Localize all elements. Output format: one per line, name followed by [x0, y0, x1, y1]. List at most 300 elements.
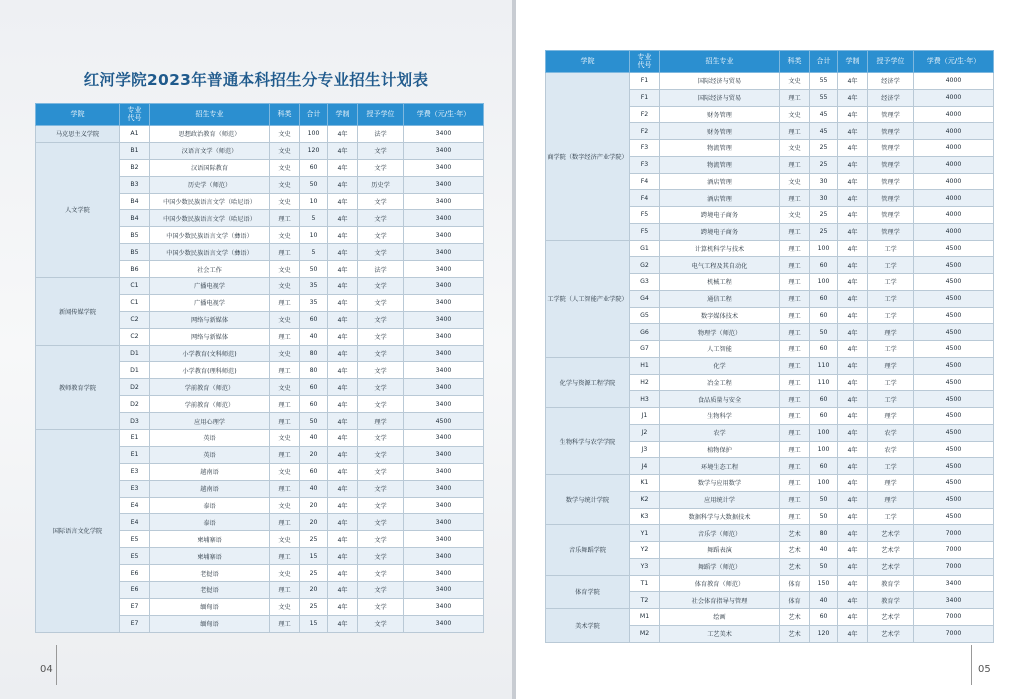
- table-cell: 文史: [270, 463, 300, 480]
- table-cell: 4年: [838, 525, 868, 542]
- table-cell: 5: [300, 244, 328, 261]
- table-cell: 50: [810, 491, 838, 508]
- table-cell: 理工: [270, 582, 300, 599]
- table-cell: 40: [300, 480, 328, 497]
- table-cell: 60: [810, 391, 838, 408]
- table-cell: 4500: [914, 274, 994, 291]
- college-cell: 教师教育学院: [36, 345, 120, 429]
- table-cell: 4年: [328, 615, 358, 632]
- table-cell: 中国少数民族语言文学（哈尼语）: [150, 193, 270, 210]
- table-row: [546, 575, 994, 592]
- table-cell: 文史: [270, 126, 300, 143]
- table-cell: 4500: [914, 475, 994, 492]
- table-cell: 体育: [780, 592, 810, 609]
- table-cell: K2: [630, 491, 660, 508]
- table-cell: 文史: [270, 176, 300, 193]
- table-cell: 4年: [328, 311, 358, 328]
- table-cell: 电气工程及其自动化: [660, 257, 780, 274]
- table-cell: 理工: [780, 491, 810, 508]
- table-cell: 文史: [270, 345, 300, 362]
- table-cell: 4年: [328, 463, 358, 480]
- table-cell: 管理学: [868, 123, 914, 140]
- table-cell: 20: [300, 582, 328, 599]
- table-cell: 4年: [838, 106, 868, 123]
- table-cell: T2: [630, 592, 660, 609]
- table-cell: 4500: [914, 341, 994, 358]
- table-cell: 50: [810, 558, 838, 575]
- table-cell: 应用心理学: [150, 413, 270, 430]
- table-cell: 4000: [914, 106, 994, 123]
- table-cell: 4年: [838, 508, 868, 525]
- table-cell: 3400: [914, 575, 994, 592]
- table-cell: 管理学: [868, 207, 914, 224]
- table-cell: 4年: [328, 413, 358, 430]
- table-cell: 4年: [838, 408, 868, 425]
- table-cell: 管理学: [868, 173, 914, 190]
- table-cell: 4年: [328, 261, 358, 278]
- table-cell: 4500: [914, 240, 994, 257]
- table-cell: 4年: [838, 190, 868, 207]
- table-cell: 历史学（师范）: [150, 176, 270, 193]
- table-cell: 文学: [358, 615, 404, 632]
- table-cell: 60: [810, 341, 838, 358]
- table-cell: 25: [810, 223, 838, 240]
- table-cell: 3400: [404, 480, 484, 497]
- table-cell: 柬埔寨语: [150, 548, 270, 565]
- table-cell: C1: [120, 294, 150, 311]
- table-cell: 工学: [868, 374, 914, 391]
- table-cell: 3400: [404, 362, 484, 379]
- table-row: [546, 609, 994, 626]
- table-cell: J1: [630, 408, 660, 425]
- table-cell: 文学: [358, 362, 404, 379]
- table-row: [36, 142, 484, 159]
- table-cell: 理工: [270, 446, 300, 463]
- table-cell: 100: [810, 424, 838, 441]
- table-cell: F3: [630, 156, 660, 173]
- table-cell: 4年: [328, 514, 358, 531]
- college-cell: 人文学院: [36, 142, 120, 277]
- table-cell: 计算机科学与技术: [660, 240, 780, 257]
- table-cell: 小学教育(理科师范): [150, 362, 270, 379]
- column-header: 科类: [270, 104, 300, 126]
- column-header: 学费（元/生·年）: [404, 104, 484, 126]
- table-cell: Y3: [630, 558, 660, 575]
- table-cell: F1: [630, 73, 660, 90]
- table-cell: 理工: [780, 341, 810, 358]
- table-cell: 3400: [404, 598, 484, 615]
- table-cell: 机械工程: [660, 274, 780, 291]
- table-cell: 3400: [404, 294, 484, 311]
- table-cell: B5: [120, 227, 150, 244]
- table-cell: 4年: [328, 328, 358, 345]
- table-cell: B1: [120, 142, 150, 159]
- table-cell: 文学: [358, 463, 404, 480]
- column-header: 合计: [810, 51, 838, 73]
- table-cell: Y2: [630, 542, 660, 559]
- table-cell: 3400: [404, 278, 484, 295]
- college-cell: 音乐舞蹈学院: [546, 525, 630, 575]
- table-cell: 60: [300, 379, 328, 396]
- table-cell: 3400: [404, 244, 484, 261]
- table-cell: 理工: [270, 413, 300, 430]
- table-cell: 文史: [270, 278, 300, 295]
- table-cell: 理工: [270, 615, 300, 632]
- college-cell: 数学与统计学院: [546, 475, 630, 525]
- table-cell: 文学: [358, 565, 404, 582]
- table-cell: 50: [300, 176, 328, 193]
- college-cell: 化学与资源工程学院: [546, 357, 630, 407]
- table-cell: 理学: [868, 324, 914, 341]
- table-cell: D2: [120, 379, 150, 396]
- table-cell: 4年: [838, 73, 868, 90]
- table-cell: 55: [810, 89, 838, 106]
- table-cell: 4年: [838, 558, 868, 575]
- table-cell: 艺术学: [868, 609, 914, 626]
- table-cell: G7: [630, 341, 660, 358]
- table-cell: 小学教育(文科师范): [150, 345, 270, 362]
- table-cell: 法学: [358, 126, 404, 143]
- table-cell: 艺术: [780, 558, 810, 575]
- table-cell: 4000: [914, 73, 994, 90]
- table-cell: 教育学: [868, 592, 914, 609]
- table-cell: 理学: [358, 413, 404, 430]
- table-cell: E1: [120, 446, 150, 463]
- table-cell: F3: [630, 140, 660, 157]
- table-cell: 10: [300, 227, 328, 244]
- table-cell: 文学: [358, 328, 404, 345]
- table-cell: E6: [120, 565, 150, 582]
- table-cell: 理工: [780, 357, 810, 374]
- table-cell: 3400: [404, 126, 484, 143]
- page-number: 04: [40, 664, 53, 675]
- column-header: 学制: [838, 51, 868, 73]
- table-cell: 中国少数民族语言文学（彝语）: [150, 227, 270, 244]
- table-cell: 文学: [358, 497, 404, 514]
- table-cell: 4年: [838, 374, 868, 391]
- table-cell: M1: [630, 609, 660, 626]
- table-cell: 文学: [358, 514, 404, 531]
- college-cell: 国际语言文化学院: [36, 430, 120, 633]
- table-cell: D1: [120, 362, 150, 379]
- table-cell: T1: [630, 575, 660, 592]
- table-cell: 4000: [914, 223, 994, 240]
- table-cell: 艺术: [780, 525, 810, 542]
- table-cell: 4500: [914, 307, 994, 324]
- table-cell: 110: [810, 357, 838, 374]
- table-row: [546, 475, 994, 492]
- table-cell: 跨境电子商务: [660, 223, 780, 240]
- table-cell: 越南语: [150, 463, 270, 480]
- table-cell: 理工: [780, 290, 810, 307]
- table-cell: 25: [810, 207, 838, 224]
- table-cell: 4年: [328, 379, 358, 396]
- table-cell: 文史: [270, 311, 300, 328]
- column-header: 学院: [36, 104, 120, 126]
- table-cell: 4年: [838, 173, 868, 190]
- table-cell: 4500: [914, 257, 994, 274]
- table-cell: 60: [810, 458, 838, 475]
- table-cell: 15: [300, 615, 328, 632]
- table-cell: J2: [630, 424, 660, 441]
- college-cell: 商学院（数字经济产业学院）: [546, 73, 630, 241]
- table-cell: 40: [300, 430, 328, 447]
- table-cell: 理工: [780, 307, 810, 324]
- table-cell: 艺术学: [868, 558, 914, 575]
- table-cell: F2: [630, 106, 660, 123]
- table-header-row: [546, 51, 994, 73]
- table-cell: 4年: [838, 307, 868, 324]
- table-cell: 4000: [914, 89, 994, 106]
- column-header: 学院: [546, 51, 630, 73]
- table-cell: 150: [810, 575, 838, 592]
- table-row: [546, 408, 994, 425]
- table-cell: 4年: [328, 227, 358, 244]
- table-cell: 理工: [780, 458, 810, 475]
- table-cell: 4000: [914, 190, 994, 207]
- table-cell: 文史: [780, 173, 810, 190]
- table-cell: 跨境电子商务: [660, 207, 780, 224]
- table-cell: 物流管理: [660, 140, 780, 157]
- table-cell: 4000: [914, 123, 994, 140]
- table-cell: 4年: [328, 126, 358, 143]
- table-cell: 4年: [328, 497, 358, 514]
- table-cell: 文史: [780, 106, 810, 123]
- table-cell: 理工: [780, 424, 810, 441]
- table-cell: 英语: [150, 430, 270, 447]
- table-cell: 文学: [358, 480, 404, 497]
- table-cell: 4年: [838, 441, 868, 458]
- college-cell: 体育学院: [546, 575, 630, 609]
- table-cell: G6: [630, 324, 660, 341]
- table-cell: 体育: [780, 575, 810, 592]
- table-cell: G3: [630, 274, 660, 291]
- table-cell: 管理学: [868, 106, 914, 123]
- table-cell: 文学: [358, 193, 404, 210]
- table-cell: 文史: [270, 430, 300, 447]
- table-cell: 理工: [270, 480, 300, 497]
- table-cell: 3400: [404, 531, 484, 548]
- table-cell: 财务管理: [660, 123, 780, 140]
- table-cell: 80: [300, 345, 328, 362]
- table-row: [36, 430, 484, 447]
- table-cell: 文学: [358, 430, 404, 447]
- table-row: [546, 357, 994, 374]
- table-row: [546, 525, 994, 542]
- table-cell: 4年: [838, 625, 868, 642]
- column-header: 科类: [780, 51, 810, 73]
- table-cell: 理工: [780, 475, 810, 492]
- page-number: 05: [978, 664, 991, 675]
- table-cell: 4年: [838, 542, 868, 559]
- column-header: 学制: [328, 104, 358, 126]
- table-cell: G4: [630, 290, 660, 307]
- table-cell: 老挝语: [150, 565, 270, 582]
- column-header: 授予学位: [868, 51, 914, 73]
- table-cell: 理工: [780, 190, 810, 207]
- table-cell: 4年: [838, 475, 868, 492]
- table-cell: 100: [810, 475, 838, 492]
- table-cell: 35: [300, 294, 328, 311]
- table-cell: 文史: [270, 193, 300, 210]
- table-cell: 4年: [328, 294, 358, 311]
- table-cell: 4年: [328, 193, 358, 210]
- table-cell: 理工: [780, 240, 810, 257]
- table-cell: C2: [120, 328, 150, 345]
- table-row: [36, 278, 484, 295]
- table-cell: 文学: [358, 159, 404, 176]
- table-cell: 理工: [270, 548, 300, 565]
- table-cell: H3: [630, 391, 660, 408]
- table-cell: 4年: [328, 548, 358, 565]
- college-cell: 马克思主义学院: [36, 126, 120, 143]
- table-cell: B6: [120, 261, 150, 278]
- table-cell: 4500: [914, 408, 994, 425]
- table-cell: 应用统计学: [660, 491, 780, 508]
- table-cell: 7000: [914, 558, 994, 575]
- table-cell: 4500: [914, 441, 994, 458]
- table-cell: 理工: [270, 294, 300, 311]
- column-header: 合计: [300, 104, 328, 126]
- table-cell: 工学: [868, 341, 914, 358]
- table-cell: 理工: [780, 374, 810, 391]
- table-cell: 管理学: [868, 223, 914, 240]
- table-cell: 60: [300, 463, 328, 480]
- table-cell: F5: [630, 207, 660, 224]
- table-cell: 工学: [868, 257, 914, 274]
- table-cell: 4年: [328, 210, 358, 227]
- table-cell: 社会工作: [150, 261, 270, 278]
- table-cell: 4年: [328, 362, 358, 379]
- table-cell: 教育学: [868, 575, 914, 592]
- table-cell: 艺术: [780, 542, 810, 559]
- table-cell: 缅甸语: [150, 615, 270, 632]
- page-title: 红河学院2023年普通本科招生分专业招生计划表: [83, 71, 429, 89]
- table-cell: 理工: [780, 156, 810, 173]
- table-cell: 3400: [404, 463, 484, 480]
- table-cell: F4: [630, 173, 660, 190]
- table-cell: 文学: [358, 210, 404, 227]
- table-cell: 3400: [404, 379, 484, 396]
- table-cell: D3: [120, 413, 150, 430]
- table-cell: 3400: [404, 396, 484, 413]
- table-cell: 经济学: [868, 89, 914, 106]
- table-cell: 60: [300, 396, 328, 413]
- table-cell: 3400: [404, 159, 484, 176]
- table-cell: 4年: [838, 592, 868, 609]
- table-cell: 4年: [838, 207, 868, 224]
- table-cell: 文学: [358, 311, 404, 328]
- table-row: [546, 73, 994, 90]
- table-cell: 舞蹈表演: [660, 542, 780, 559]
- table-cell: 国际经济与贸易: [660, 89, 780, 106]
- table-cell: 60: [810, 290, 838, 307]
- table-cell: 学前教育（师范）: [150, 379, 270, 396]
- table-cell: 3400: [404, 176, 484, 193]
- table-cell: 理工: [780, 89, 810, 106]
- table-cell: 理学: [868, 357, 914, 374]
- table-cell: H1: [630, 357, 660, 374]
- table-cell: 5: [300, 210, 328, 227]
- table-cell: E4: [120, 514, 150, 531]
- table-cell: 4000: [914, 156, 994, 173]
- table-cell: 3400: [914, 592, 994, 609]
- divider: [56, 645, 57, 685]
- table-cell: G1: [630, 240, 660, 257]
- table-cell: 理工: [780, 408, 810, 425]
- table-cell: 4年: [838, 575, 868, 592]
- table-cell: 25: [300, 598, 328, 615]
- table-cell: 缅甸语: [150, 598, 270, 615]
- table-cell: 文史: [270, 565, 300, 582]
- table-cell: 艺术学: [868, 625, 914, 642]
- table-cell: 25: [300, 565, 328, 582]
- table-cell: 理工: [270, 244, 300, 261]
- table-cell: 4年: [328, 345, 358, 362]
- table-cell: E5: [120, 548, 150, 565]
- table-cell: 110: [810, 374, 838, 391]
- table-row: [36, 345, 484, 362]
- table-cell: B4: [120, 210, 150, 227]
- table-cell: 3400: [404, 142, 484, 159]
- table-cell: 40: [300, 328, 328, 345]
- table-cell: 文史: [270, 142, 300, 159]
- table-cell: 理学: [868, 491, 914, 508]
- table-cell: 广播电视学: [150, 294, 270, 311]
- table-cell: 15: [300, 548, 328, 565]
- table-cell: 化学: [660, 357, 780, 374]
- table-cell: 20: [300, 514, 328, 531]
- table-cell: 100: [810, 240, 838, 257]
- table-cell: 音乐学（师范）: [660, 525, 780, 542]
- table-cell: 4500: [914, 391, 994, 408]
- table-cell: 理工: [780, 274, 810, 291]
- table-cell: 管理学: [868, 140, 914, 157]
- table-cell: 工学: [868, 290, 914, 307]
- table-cell: 60: [810, 307, 838, 324]
- table-cell: 4年: [328, 176, 358, 193]
- table-cell: 4年: [838, 156, 868, 173]
- table-cell: 工学: [868, 240, 914, 257]
- table-cell: Y1: [630, 525, 660, 542]
- table-cell: 120: [300, 142, 328, 159]
- table-cell: 泰语: [150, 514, 270, 531]
- table-cell: 通信工程: [660, 290, 780, 307]
- table-cell: 4年: [328, 396, 358, 413]
- table-cell: 文史: [270, 379, 300, 396]
- table-cell: 4年: [838, 341, 868, 358]
- table-cell: 4年: [838, 257, 868, 274]
- table-cell: 绘画: [660, 609, 780, 626]
- table-cell: 60: [300, 311, 328, 328]
- table-cell: E1: [120, 430, 150, 447]
- table-cell: 4年: [838, 223, 868, 240]
- table-cell: 工学: [868, 508, 914, 525]
- table-cell: 文学: [358, 396, 404, 413]
- table-cell: 10: [300, 193, 328, 210]
- table-cell: 4年: [838, 274, 868, 291]
- table-cell: 3400: [404, 193, 484, 210]
- table-cell: 40: [810, 592, 838, 609]
- table-cell: 酒店管理: [660, 190, 780, 207]
- table-cell: 3400: [404, 261, 484, 278]
- table-cell: 4年: [838, 324, 868, 341]
- table-cell: 文学: [358, 598, 404, 615]
- table-cell: 中国少数民族语言文学（哈尼语）: [150, 210, 270, 227]
- table-cell: D1: [120, 345, 150, 362]
- table-cell: M2: [630, 625, 660, 642]
- table-cell: 经济学: [868, 73, 914, 90]
